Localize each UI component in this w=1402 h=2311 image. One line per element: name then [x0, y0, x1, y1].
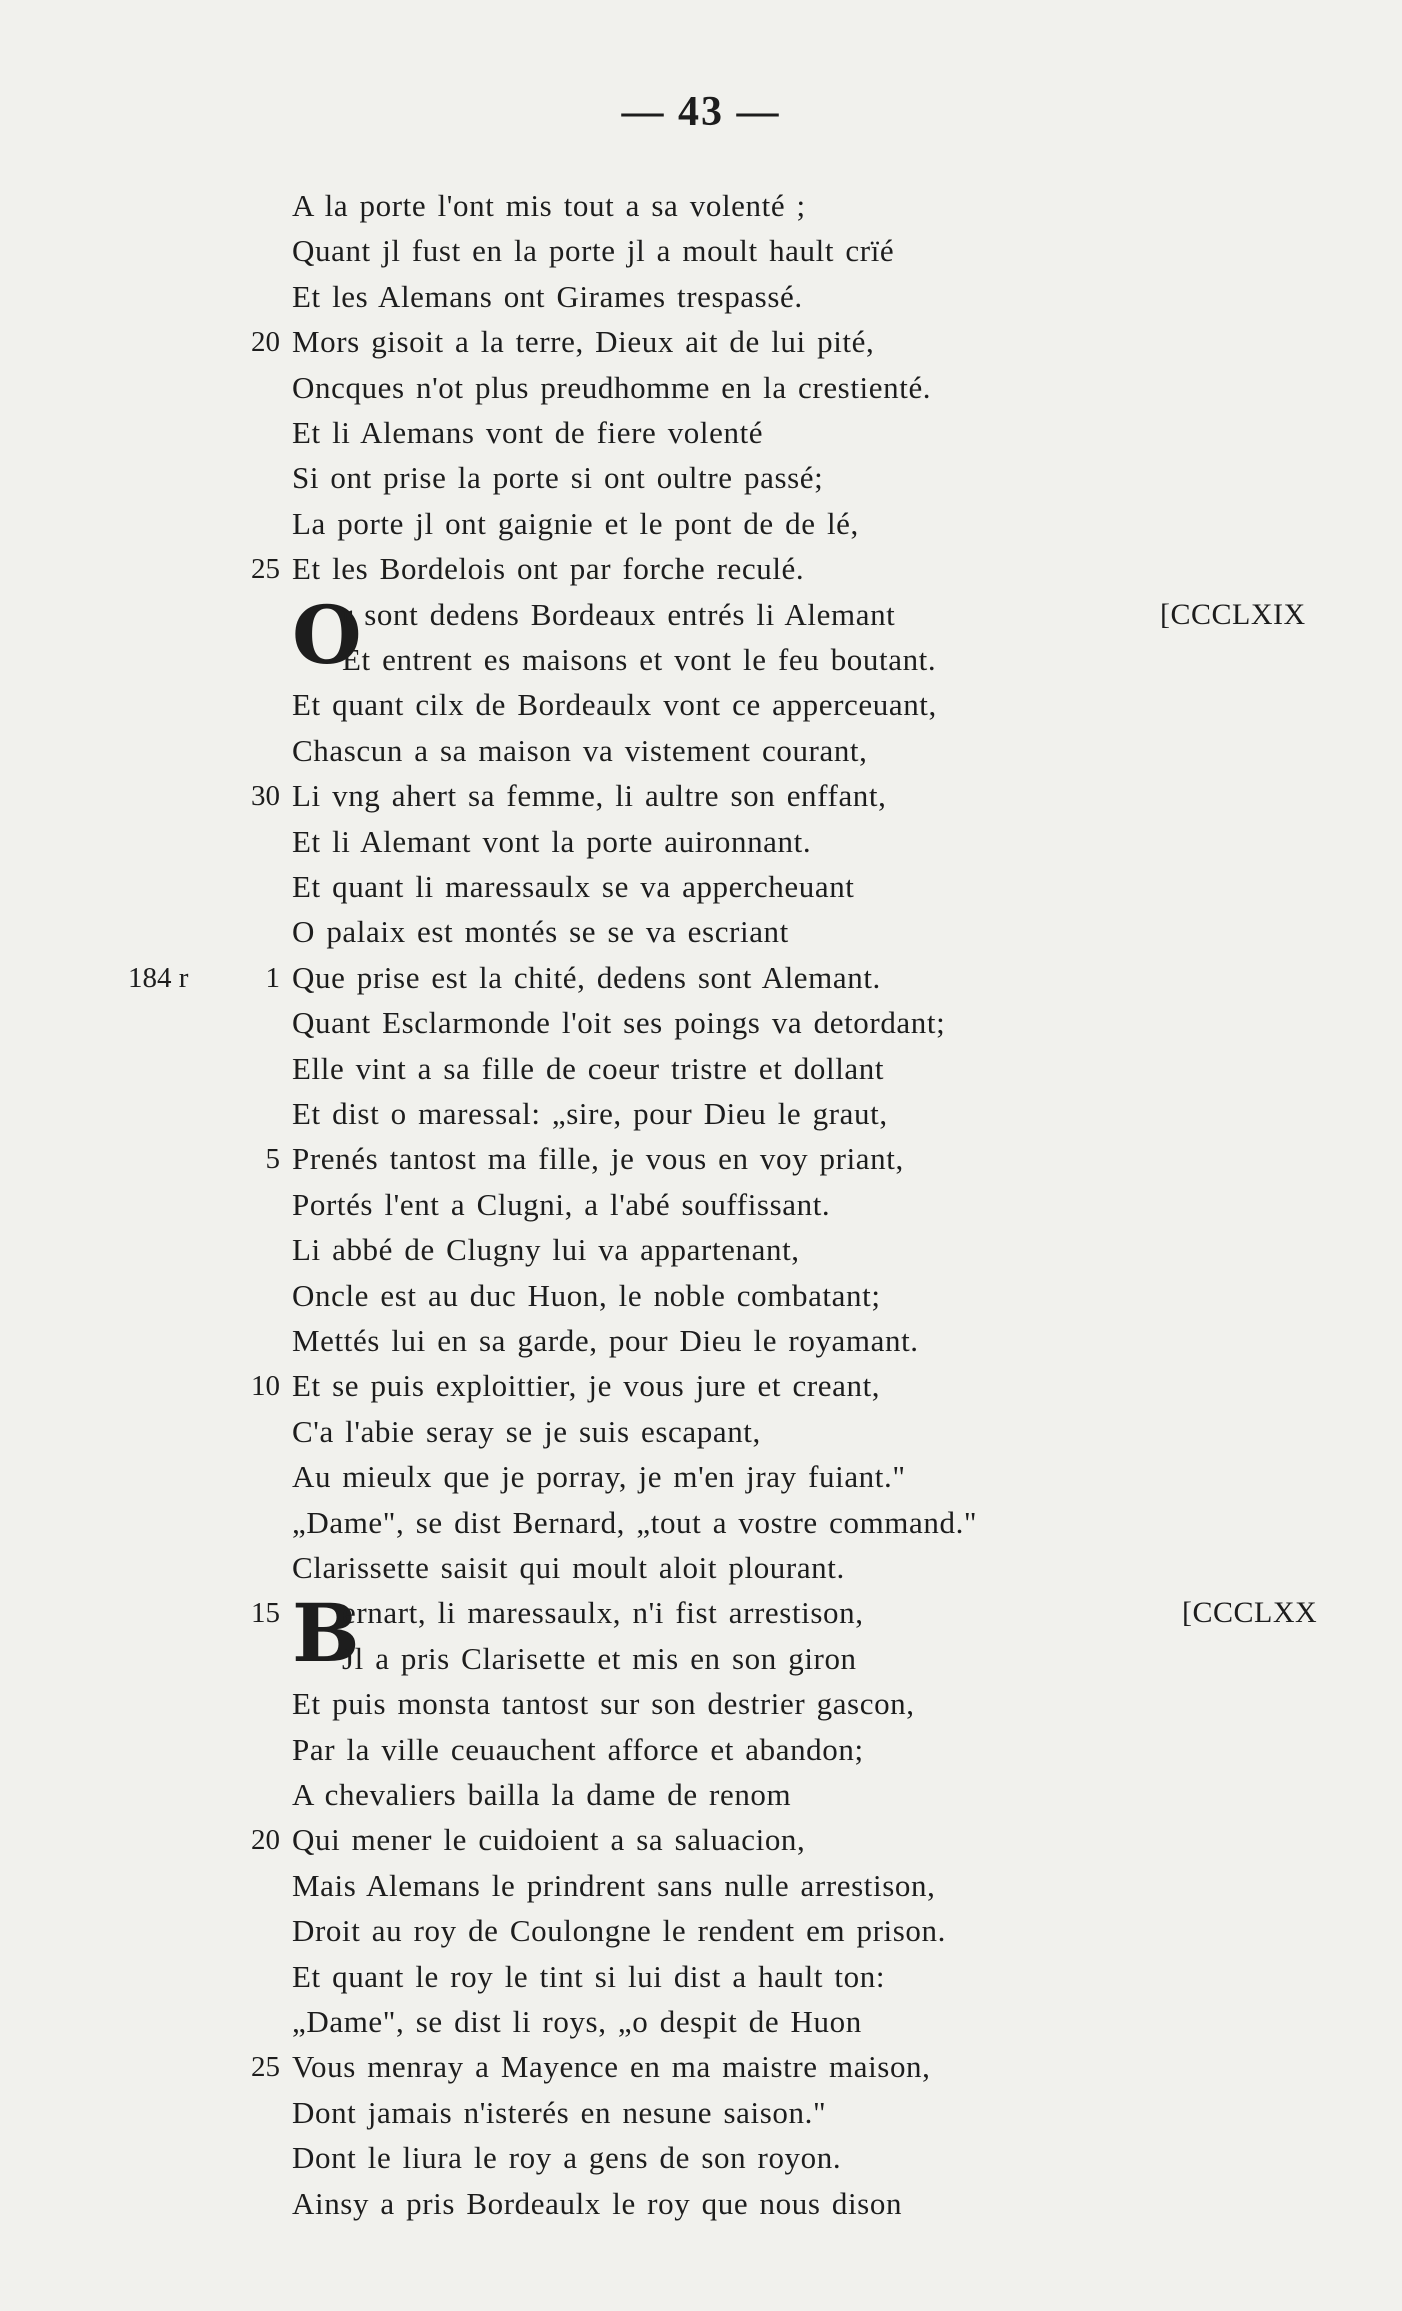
line-number: 20	[251, 1824, 280, 1856]
verse-line: Que prise est la chité, dedens sont Alemant.	[292, 960, 881, 995]
verse-line: C'a l'abie seray se je suis escapant,	[292, 1414, 761, 1449]
drop-capital: B	[292, 1586, 360, 1680]
verse-line: Chascun a sa maison va vistement courant,	[292, 733, 868, 768]
verse-line: A la porte l'ont mis tout a sa volenté ;	[292, 188, 806, 223]
verse-line: Elle vint a sa fille de coeur tristre et dollant	[292, 1051, 885, 1086]
line-number: 20	[251, 326, 280, 358]
line-number: 1	[265, 962, 280, 994]
verse-line: Dont le liura le roy a gens de son royon.	[292, 2140, 842, 2175]
drop-capital: O	[292, 588, 362, 682]
line-number: 25	[251, 2051, 280, 2083]
verse-line: Droit au roy de Coulongne le rendent em prison.	[292, 1913, 946, 1948]
verse-line: Qui mener le cuidoient a sa saluacion,	[292, 1822, 806, 1857]
verse-line: „Dame", se dist Bernard, „tout a vostre command."	[292, 1505, 978, 1540]
verse-line: Mettés lui en sa garde, pour Dieu le royamant.	[292, 1323, 919, 1358]
line-number: 5	[265, 1143, 280, 1175]
verse-line: Et quant li maressaulx se va appercheuant	[292, 869, 855, 904]
verse-line: Et puis monsta tantost sur son destrier gascon,	[292, 1686, 915, 1721]
verse-line: Et dist o maressal: „sire, pour Dieu le graut,	[292, 1096, 888, 1131]
verse-line: A chevaliers bailla la dame de renom	[292, 1777, 792, 1812]
verse-line: Vous menray a Mayence en ma maistre maison,	[292, 2049, 931, 2084]
verse-line: Et quant cilx de Bordeaulx vont ce apperceuant,	[292, 687, 937, 722]
line-number: 15	[251, 1597, 280, 1629]
verse-line: Au mieulx que je porray, je m'en jray fuiant."	[292, 1459, 906, 1494]
verse-line: O palaix est montés se se va escriant	[292, 914, 789, 949]
verse-line: Oncle est au duc Huon, le noble combatant;	[292, 1278, 881, 1313]
verse-line: Et li Alemans vont de fiere volenté	[292, 415, 764, 450]
line-number: 10	[251, 1370, 280, 1402]
line-number: 30	[251, 780, 280, 812]
verse-line: Ainsy a pris Bordeaulx le roy que nous dison	[292, 2186, 903, 2221]
verse-line: Par la ville ceuauchent afforce et abandon;	[292, 1732, 864, 1767]
verse-line: Prenés tantost ma fille, je vous en voy priant,	[292, 1141, 904, 1176]
verse-line: Mais Alemans le prindrent sans nulle arrestison,	[292, 1868, 936, 1903]
line-number: 25	[251, 553, 280, 585]
page-number: — 43 —	[621, 89, 781, 135]
verse-line: Li vng ahert sa femme, li aultre son enffant,	[292, 778, 887, 813]
verse-line: Et se puis exploittier, je vous jure et creant,	[292, 1368, 881, 1403]
verse-line: Et les Bordelois ont par forche reculé.	[292, 551, 805, 586]
verse-line: Li abbé de Clugny lui va appartenant,	[292, 1232, 800, 1267]
verse-line: Dont jamais n'isterés en nesune saison."	[292, 2095, 827, 2130]
verse-line: Si ont prise la porte si ont oultre passé;	[292, 460, 824, 495]
verse-line: Portés l'ent a Clugni, a l'abé souffissant.	[292, 1187, 831, 1222]
verse-line: Et quant le roy le tint si lui dist a hault ton:	[292, 1959, 886, 1994]
folio-marker: 184 r	[128, 962, 189, 994]
verse-line: Et li Alemant vont la porte auironnant.	[292, 824, 812, 859]
verse-line: Oncques n'ot plus preudhomme en la crestienté.	[292, 370, 932, 405]
verse-line: Et les Alemans ont Girames trespassé.	[292, 279, 803, 314]
verse-line: „Dame", se dist li roys, „o despit de Huon	[292, 2004, 862, 2039]
verse-line: Quant Esclarmonde l'oit ses poings va detordant;	[292, 1005, 946, 1040]
verse-line: Mors gisoit a la terre, Dieux ait de lui pité,	[292, 324, 875, 359]
verse-line: La porte jl ont gaignie et le pont de de lé,	[292, 506, 859, 541]
stanza-number: [CCCLXIX	[1160, 598, 1306, 631]
verse-line: Jl a pris Clarisette et mis en son giron	[342, 1641, 857, 1676]
verse-line: Et entrent es maisons et vont le feu boutant.	[342, 642, 937, 677]
verse-line: ernart, li maressaulx, n'i fist arrestison,	[342, 1595, 864, 1630]
verse-line: r sont dedens Bordeaux entrés li Alemant	[342, 597, 896, 632]
stanza-number: [CCCLXX	[1182, 1596, 1318, 1629]
verse-line: Quant jl fust en la porte jl a moult hault crïé	[292, 233, 895, 268]
verse-line: Clarissette saisit qui moult aloit plourant.	[292, 1550, 845, 1585]
